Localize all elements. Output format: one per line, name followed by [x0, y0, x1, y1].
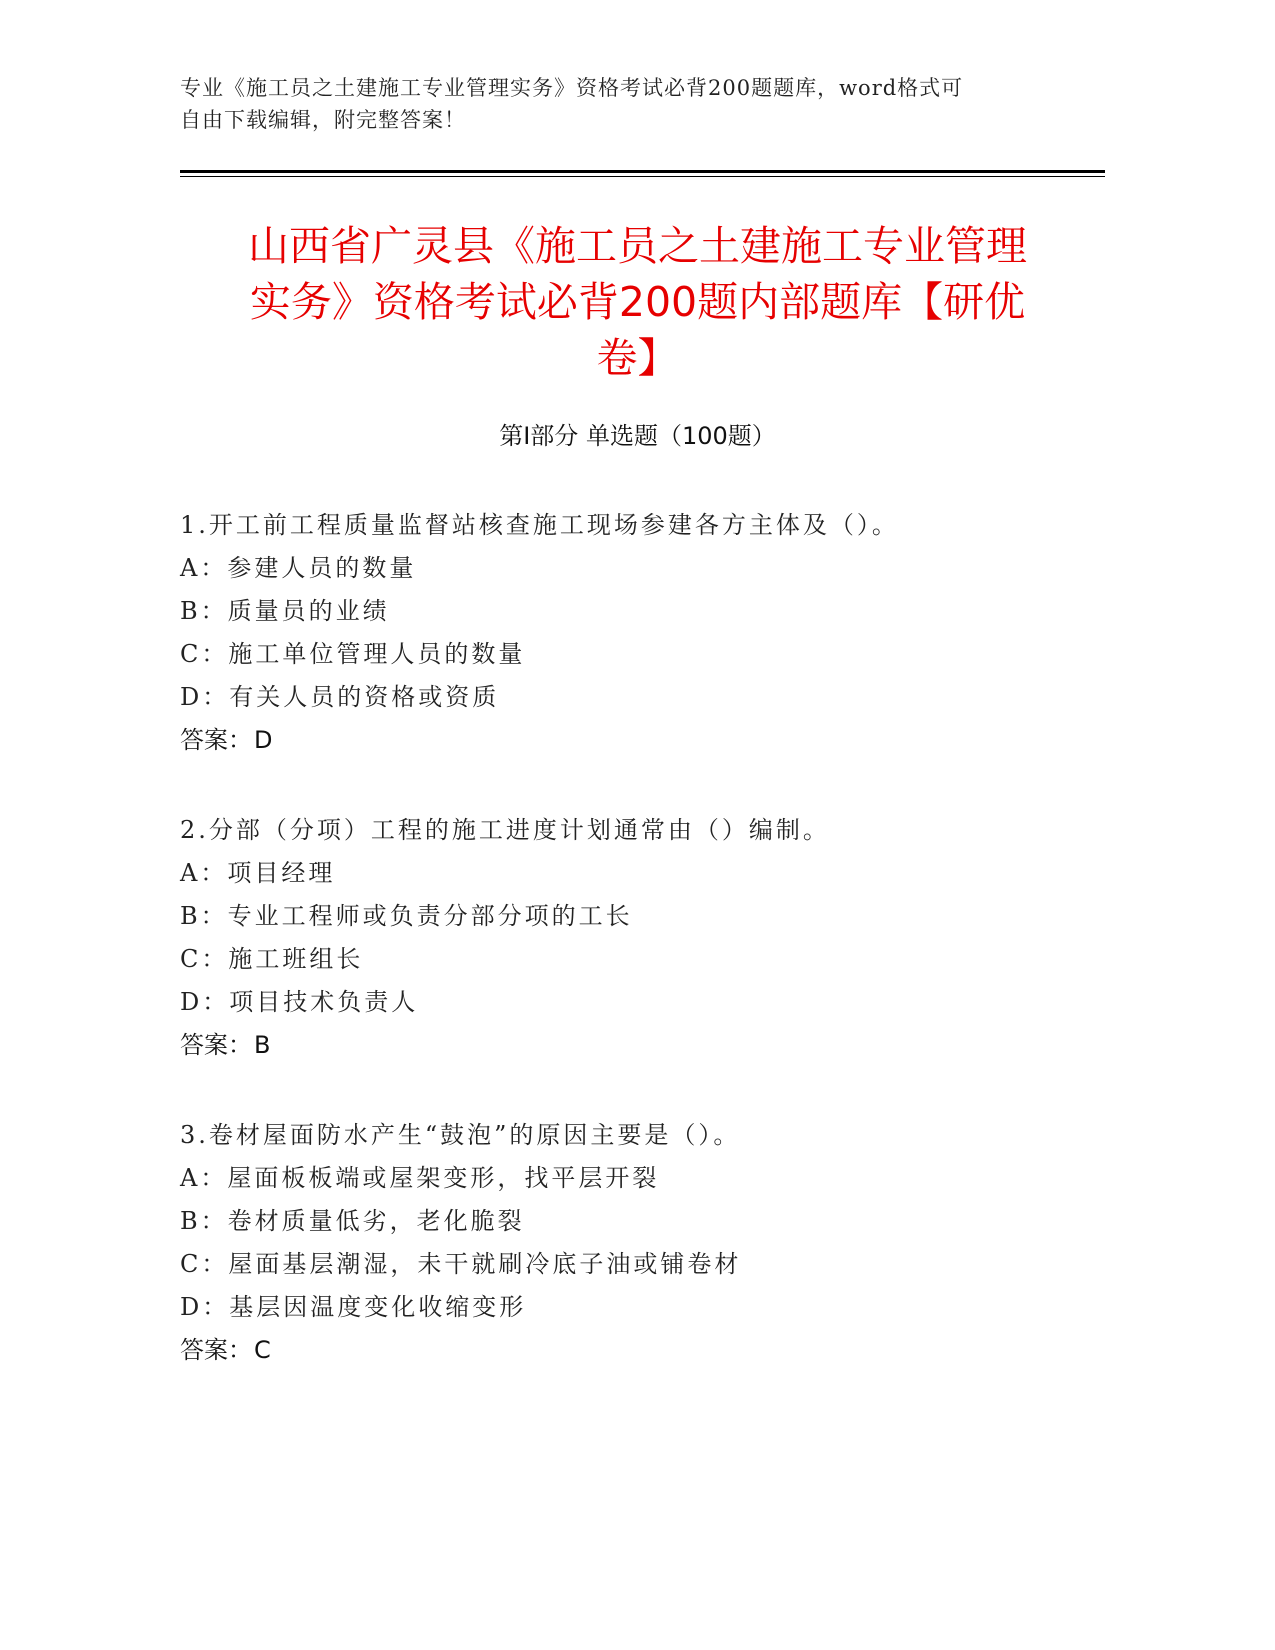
question-3	[180, 1114, 1120, 1372]
answer-value: D	[254, 726, 273, 754]
option-d: D：有关人员的资格或资质	[180, 683, 500, 711]
answer-value: B	[254, 1031, 271, 1059]
section-title: 第Ⅰ部分 单选题（100题）	[499, 422, 776, 450]
option-c: C：施工单位管理人员的数量	[180, 640, 526, 668]
question-stem: 2.分部（分项）工程的施工进度计划通常由（）编制。	[180, 816, 830, 844]
header-note	[180, 72, 1040, 136]
option-a: A：屋面板板端或屋架变形，找平层开裂	[180, 1164, 660, 1192]
option-d: D：项目技术负责人	[180, 988, 419, 1016]
option-a: A：项目经理	[180, 859, 336, 887]
document-title-line-2: 实务》资格考试必背200题内部题库【研优	[249, 278, 1026, 326]
option-b: B：专业工程师或负责分部分项的工长	[180, 902, 633, 930]
answer	[180, 1329, 1120, 1372]
question-1	[180, 504, 1120, 762]
option-c: C：施工班组长	[180, 945, 364, 973]
header-divider-thick	[180, 170, 1105, 173]
header-note-line-2: 自由下载编辑，附完整答案！	[180, 108, 466, 132]
answer	[180, 1024, 1120, 1067]
answer-label: 答案：	[180, 1336, 252, 1364]
option-d: D：基层因温度变化收缩变形	[180, 1293, 527, 1321]
document-title-line-3: 卷】	[596, 334, 679, 382]
option-a: A：参建人员的数量	[180, 554, 417, 582]
document-title	[150, 218, 1125, 386]
question-2	[180, 809, 1120, 1067]
option-b: B：卷材质量低劣，老化脆裂	[180, 1207, 525, 1235]
question-stem: 3.卷材屋面防水产生“鼓泡”的原因主要是（）。	[180, 1121, 741, 1149]
option-b: B：质量员的业绩	[180, 597, 390, 625]
answer-label: 答案：	[180, 726, 252, 754]
answer-label: 答案：	[180, 1031, 252, 1059]
answer-value: C	[254, 1336, 271, 1364]
header-divider-thin	[180, 176, 1105, 177]
answer	[180, 719, 1120, 762]
document-title-line-1: 山西省广灵县《施工员之土建施工专业管理	[248, 222, 1027, 270]
question-stem: 1.开工前工程质量监督站核查施工现场参建各方主体及（）。	[180, 511, 899, 539]
header-note-line-1: 专业《施工员之土建施工专业管理实务》资格考试必背200题题库，word格式可	[180, 76, 964, 100]
option-c: C：屋面基层潮湿，未干就刷冷底子油或铺卷材	[180, 1250, 742, 1278]
